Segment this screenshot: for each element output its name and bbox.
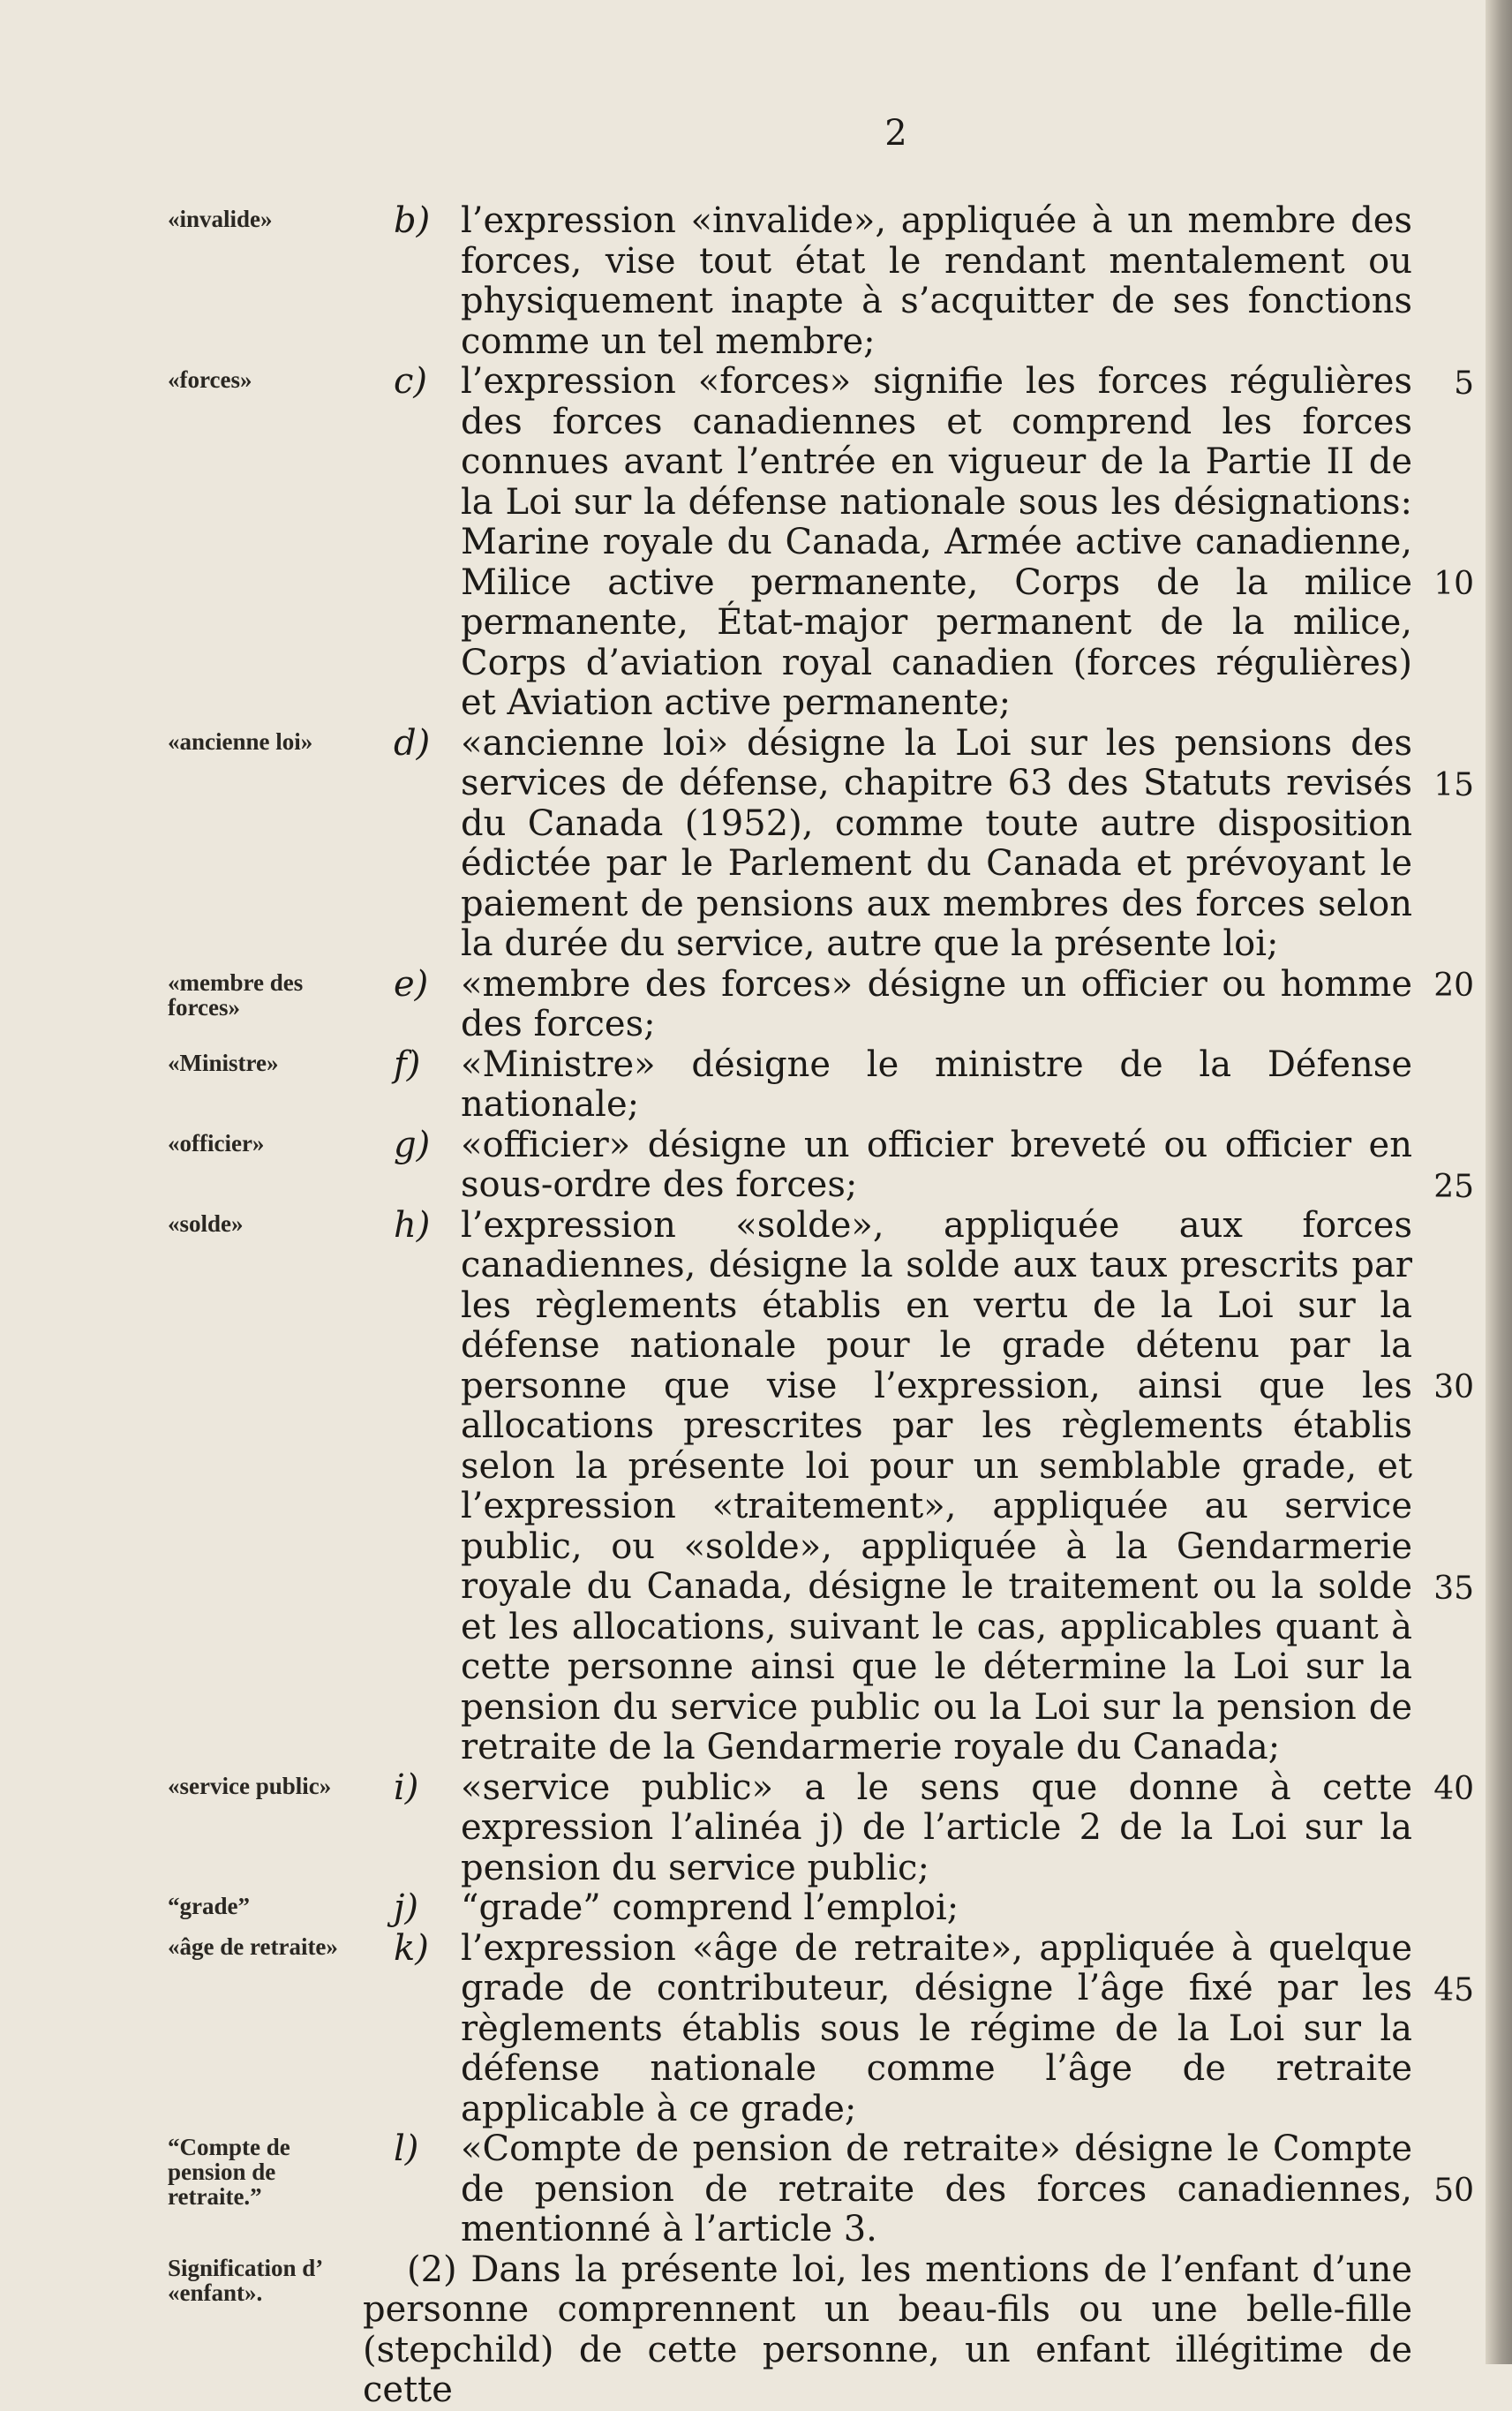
line-number: 15 (1433, 767, 1474, 803)
definition-b (0, 201, 1512, 362)
paragraph-letter: l) (394, 2128, 419, 2169)
paragraph-letter: c) (394, 361, 428, 402)
definition-j (0, 1888, 1512, 1929)
margin-note: «officier» (168, 1129, 265, 1157)
paragraph-text: «Ministre» désigne le ministre de la Défense nationale; (461, 1044, 1412, 1125)
paragraph-letter: i) (394, 1767, 419, 1808)
paragraph-letter: j) (394, 1887, 419, 1928)
definition-k (0, 1929, 1512, 2130)
paragraph-letter: f) (394, 1044, 421, 1085)
margin-note: «membre des forces» (168, 968, 304, 1021)
paragraph-letter: h) (394, 1204, 431, 1246)
paragraph-text: l’expression «forces» signifie les forces régulières des forces canadiennes et comprend les forces connues avant l’entrée en vigueur de la Partie II de la Loi sur la défense nationale sous les désignations: Marine royale du Canada, Armée active canadienne, Milice active permanente, Corps de la milice permanente, État-major permanent de la milice, Corps d’aviation royal canadien (forces régulières) et Aviation active permanente; (461, 361, 1412, 723)
definition-h (0, 1206, 1512, 1768)
margin-note: “grade” (168, 1893, 250, 1919)
line-number: 10 (1433, 566, 1474, 602)
subsection-2 (0, 2250, 1512, 2411)
paragraph-text: “grade” comprend l’emploi; (461, 1887, 959, 1928)
line-number: 5 (1454, 365, 1474, 402)
line-number: 25 (1433, 1169, 1474, 1205)
line-number: 30 (1433, 1369, 1474, 1405)
line-number: 35 (1433, 1571, 1474, 1607)
line-number: 40 (1433, 1771, 1474, 1807)
document-body (0, 201, 1512, 2411)
margin-note: «âge de retraite» (168, 1933, 338, 1960)
paragraph-letter: b) (394, 200, 431, 241)
definition-f (0, 1045, 1512, 1126)
line-number: 45 (1433, 1972, 1474, 2008)
paragraph-letter: d) (394, 722, 431, 764)
margin-note: «invalide» (168, 206, 273, 232)
margin-note: «solde» (168, 1209, 244, 1237)
paragraph-text: l’expression «solde», appliquée aux forces canadiennes, désigne la solde aux taux prescrits par les règlements établis en vertu de la Loi sur la défense nationale pour le grade détenu par la personne que vise l’expression, ainsi que les allocations prescrites par les règlements établis selon la présente loi pour un semblable grade, et l’expression «traitement», appliquée au service public, ou «solde», appliquée à la Gendarmerie royale du Canada, désigne le traitement ou la solde et les allocations, suivant le cas, applicables quant à cette personne ainsi que le détermine la Loi sur la pension du service public ou la Loi sur la pension de retraite de la Gendarmerie royale du Canada; (461, 1204, 1412, 1767)
page-number: 2 (884, 113, 907, 154)
paragraph-letter: g) (394, 1124, 431, 1165)
definition-l (0, 2129, 1512, 2250)
paragraph-text: l’expression «invalide», appliquée à un membre des forces, vise tout état le rendant mentalement ou physiquement inapte à s’acquitter de ses fonctions comme un tel membre; (461, 200, 1412, 362)
line-number: 50 (1433, 2173, 1474, 2209)
paragraph-text: «ancienne loi» désigne la Loi sur les pensions des services de défense, chapitre 63 des Statuts revisés du Canada (1952), comme toute autre disposition édictée par le Parlement du Canada et prévoyant le paiement de pensions aux membres des forces selon la durée du service, autre que la présente loi; (461, 722, 1412, 964)
paragraph-text: «Compte de pension de retraite» désigne le Compte de pension de retraite des forces canadiennes, mentionné à l’article 3. (461, 2128, 1412, 2249)
definition-e (0, 965, 1512, 1045)
definition-d (0, 724, 1512, 965)
subsection-text: (2) Dans la présente loi, les mentions de l’enfant d’une personne comprennent un beau-fils ou une belle-fille (stepchild) de cette personne, un enfant illégitime de cette (363, 2249, 1412, 2410)
margin-note: «forces» (168, 366, 252, 393)
paragraph-letter: k) (394, 1927, 429, 1969)
definition-c (0, 362, 1512, 724)
paragraph-text: «membre des forces» désigne un officier ou homme des forces; (461, 963, 1412, 1044)
paragraph-text: «service public» a le sens que donne à cette expression l’alinéa j) de l’article 2 de la Loi sur la pension du service public; (461, 1767, 1412, 1888)
margin-note: “Compte de pension de retraite.” (168, 2134, 290, 2210)
margin-note: «ancienne loi» (168, 727, 313, 755)
margin-note: «Ministre» (168, 1049, 279, 1076)
definition-g (0, 1126, 1512, 1206)
line-number: 20 (1433, 968, 1474, 1004)
margin-note: Signification d’ «enfant». (168, 2254, 322, 2306)
paragraph-text: «officier» désigne un officier breveté ou officier en sous-ordre des forces; (461, 1124, 1412, 1205)
paragraph-text: l’expression «âge de retraite», appliquée à quelque grade de contributeur, désigne l’âge fixé par les règlements établis sous le régime de la Loi sur la défense nationale comme l’âge de retraite applicable à ce grade; (461, 1927, 1412, 2129)
definition-i (0, 1768, 1512, 1889)
margin-note: «service public» (168, 1772, 332, 1799)
paragraph-letter: e) (394, 963, 429, 1005)
